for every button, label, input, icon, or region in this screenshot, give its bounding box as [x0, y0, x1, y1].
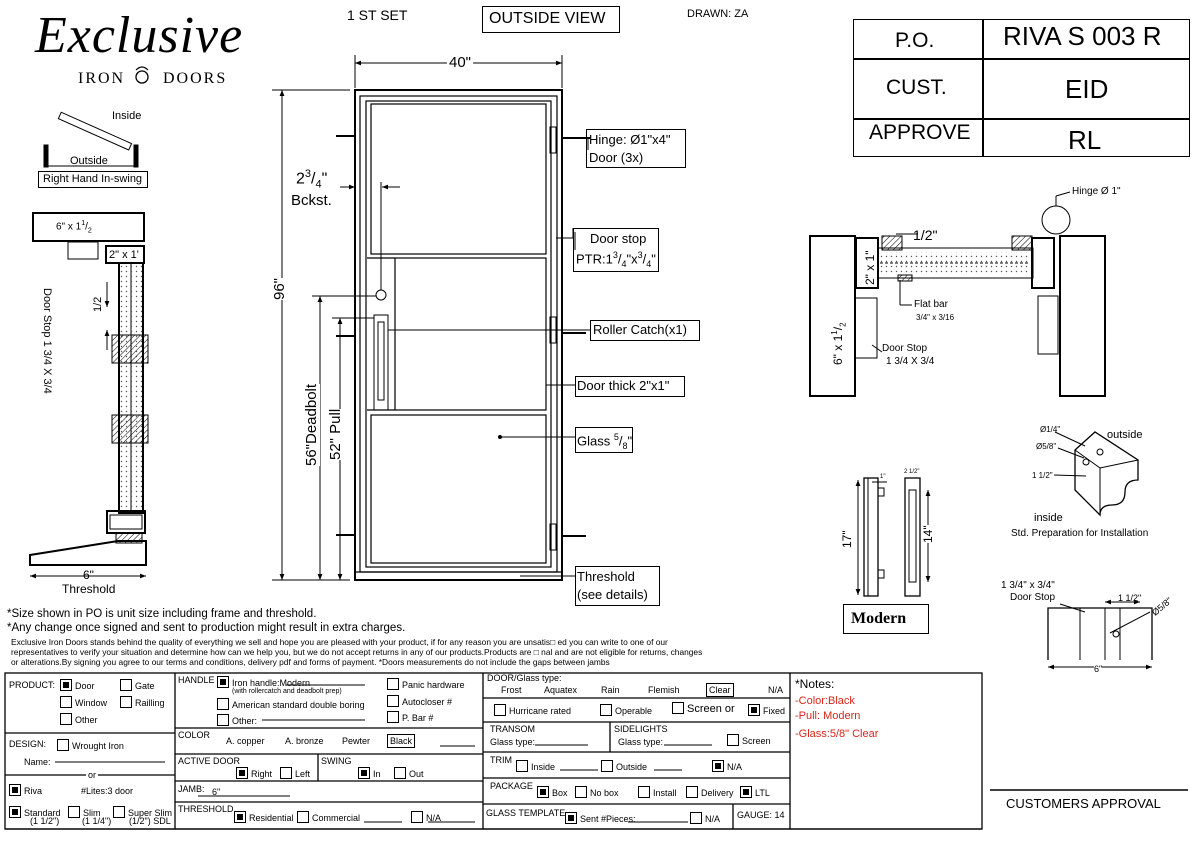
threshold-residential-check[interactable]	[234, 811, 246, 823]
design-slim-2: (1 1/4")	[82, 816, 112, 826]
note-legal-3: or alterations.By signing you agree to our terms and conditions, delivery pdf and forms of payment. *Doors measurements do not include the gaps between jambs	[11, 657, 610, 667]
swing-in-check[interactable]	[358, 767, 370, 779]
handle-autocloser-check[interactable]	[387, 695, 399, 707]
thick-callout: Door thick 2"x1"	[577, 378, 670, 393]
threshold-residential[interactable]: Residential	[234, 811, 294, 823]
screenor-option[interactable]: Screen or	[672, 702, 735, 715]
transom-label: TRANSOM	[490, 724, 535, 734]
trim-inside[interactable]: Inside	[516, 760, 555, 772]
package-delivery-check[interactable]	[686, 786, 698, 798]
logo-sub-right: DOORS	[163, 70, 228, 87]
handle-iron-value: Modern	[279, 678, 311, 688]
design-wrought-check[interactable]	[57, 739, 69, 751]
plan-flat-d2: 16	[945, 313, 955, 322]
transom-glass: Glass type:	[490, 737, 536, 747]
prep-outside: outside	[1107, 429, 1143, 441]
design-name: Name:	[24, 757, 51, 767]
section-top-den: 2	[87, 227, 92, 235]
glass-n: 5	[613, 432, 619, 442]
color-pewter[interactable]: Pewter	[342, 736, 371, 746]
template-na-check[interactable]	[690, 812, 702, 824]
swing-label: SWING	[321, 756, 352, 766]
hinge-callout-2: Door (3x)	[589, 150, 644, 165]
section-dim-frac: 1/2	[92, 296, 104, 312]
logo-sub-left: IRON	[78, 70, 126, 87]
note-legal-1: Exclusive Iron Doors stands behind the quality of everything we sell and hope you are pleased with your product, if for any reason you are unsatis□ ed you can write to one of our	[11, 637, 668, 647]
gauge-label: GAUGE: 14	[737, 810, 785, 820]
package-box[interactable]: Box	[537, 786, 568, 798]
backset-num: 3	[304, 168, 312, 180]
design-lites: #Lites:3 door	[81, 786, 134, 796]
handle-other[interactable]: Other:	[217, 714, 257, 726]
product-door[interactable]: Door	[60, 679, 95, 691]
template-label: GLASS TEMPLATE	[486, 808, 566, 818]
active-right[interactable]: Right	[236, 767, 272, 779]
pull-h17: 17"	[840, 530, 854, 548]
section-detail	[30, 213, 148, 576]
jamb-label: JAMB:	[178, 784, 205, 794]
hurricane-check[interactable]	[494, 704, 506, 716]
plan-flat-x: " x	[927, 313, 937, 322]
package-ltl-check[interactable]	[740, 786, 752, 798]
handle-other-check[interactable]	[217, 714, 229, 726]
swing-caption: Right Hand In-swing	[43, 173, 143, 185]
stopdetail-d: 1 1/2"	[1118, 593, 1142, 603]
template-na[interactable]: N/A	[690, 812, 720, 824]
product-window[interactable]: Window	[60, 696, 107, 708]
glass-callout: Glass $^5/_8$"	[577, 432, 633, 451]
sidelights-screen[interactable]: Screen	[727, 734, 771, 746]
stopdetail-w: 6"	[1094, 664, 1103, 674]
plan-side-d: 2	[838, 322, 848, 327]
design-riva-check[interactable]	[9, 784, 21, 796]
view-label: OUTSIDE VIEW	[489, 10, 606, 27]
active-right-check[interactable]	[236, 767, 248, 779]
design-superslim[interactable]: Super Slim	[113, 806, 172, 818]
glass-label: DOOR/Glass type:	[487, 673, 562, 683]
color-bronze[interactable]: A. bronze	[285, 736, 324, 746]
note-1: *Size shown in PO is unit size including frame and threshold.	[7, 608, 317, 620]
glass-rain[interactable]: Rain	[601, 685, 620, 695]
section-top-bar: 6" x $1^1/_2$	[56, 220, 92, 235]
color-black[interactable]: Black	[387, 734, 415, 748]
swing-out[interactable]: Out	[394, 767, 424, 779]
po-value: RIVA S 003 R	[1003, 21, 1162, 51]
swing-outside: Outside	[70, 155, 108, 167]
package-box-check[interactable]	[537, 786, 549, 798]
design-standard-2: (1 1/2")	[30, 816, 60, 826]
swing-out-check[interactable]	[394, 767, 406, 779]
active-label: ACTIVE DOOR	[178, 756, 241, 766]
pull-d2: 2 1/2"	[904, 469, 920, 475]
drawn-label: DRAWN: ZA	[687, 8, 749, 20]
prep-caption: Std. Preparation for Installation	[1011, 528, 1149, 539]
door-height: 96"	[271, 277, 288, 300]
plan-detail	[810, 192, 1105, 396]
stopdetail-l1: 1 3/4" x 3/4"	[1001, 580, 1055, 591]
form-note-1: -Color:Black	[795, 695, 855, 707]
handle-iron-sub: (with rollercatch and deadbolt prep)	[232, 688, 342, 695]
design-standard[interactable]: Standard	[9, 806, 61, 818]
plan-bar: 2" x 1"	[863, 250, 877, 285]
ptr-n1: 3	[612, 250, 618, 260]
package-nobox[interactable]: No box	[575, 786, 619, 798]
screenor-check[interactable]	[672, 702, 684, 714]
hinge-callout: Hinge: Ø1"x4"	[589, 132, 671, 147]
design-standard-check[interactable]	[9, 806, 21, 818]
glass-d: 8	[622, 440, 628, 451]
threshold-callout-2: (see details)	[577, 587, 648, 602]
handle-autocloser[interactable]: Autocloser #	[387, 695, 452, 707]
plan-flat-d1: 4	[922, 313, 928, 322]
pull-d1: 1"	[880, 474, 886, 480]
plan-flat-n2: 3	[938, 313, 943, 322]
glass-flemish[interactable]: Flemish	[648, 685, 680, 695]
plan-side-n: 1	[830, 330, 839, 335]
plan-side: 6" x $1^1/_2$	[830, 322, 848, 365]
customers-approval: CUSTOMERS APPROVAL	[1006, 796, 1161, 811]
plan-half: 1/2"	[913, 227, 938, 243]
product-other[interactable]: Other	[60, 713, 98, 725]
template-sent[interactable]: Sent #Pieces:	[565, 812, 636, 824]
section-dim-den: 2	[92, 296, 104, 303]
handle-panic[interactable]: Panic hardware	[387, 678, 465, 690]
trim-outside-check[interactable]	[601, 760, 613, 772]
trim-label: TRIM	[490, 755, 512, 765]
pull-dim: 52" Pull	[327, 408, 344, 460]
section-stop-label: Door Stop 1 3/4 X 3/4	[41, 288, 53, 394]
handle-american-check[interactable]	[217, 698, 229, 710]
trim-na-check[interactable]	[712, 760, 724, 772]
plan-half-mark: "	[932, 227, 938, 243]
title-divider-2	[853, 118, 1190, 120]
design-wrought[interactable]: Wrought Iron	[57, 739, 124, 751]
threshold-na[interactable]: N/A	[411, 811, 441, 823]
title-divider-1	[853, 58, 1190, 60]
backset-den: 4	[315, 178, 322, 191]
package-label: PACKAGE	[490, 781, 533, 791]
package-delivery[interactable]: Delivery	[686, 786, 734, 798]
approve-value: RL	[1068, 125, 1102, 155]
plan-flat: Flat bar	[914, 299, 948, 310]
handle-iron[interactable]: Iron handle:Modern	[217, 676, 310, 688]
prep-inside: inside	[1034, 512, 1063, 524]
threshold-commercial[interactable]: Commercial	[297, 811, 360, 823]
handle-panic-check[interactable]	[387, 678, 399, 690]
plan-stop-1: Door Stop	[882, 343, 928, 354]
prep-d112: 1 1/2"	[1032, 471, 1053, 480]
sidelights-screen-check[interactable]	[727, 734, 739, 746]
hurricane-option[interactable]: Hurricane rated	[494, 704, 571, 716]
plan-flat-size: 3/4" x 3/16	[916, 313, 955, 322]
glass-na[interactable]: N/A	[768, 685, 784, 695]
handle-label: HANDLE	[178, 675, 215, 685]
package-ltl[interactable]: LTL	[740, 786, 770, 798]
product-label: PRODUCT:	[9, 680, 56, 690]
design-or: or	[88, 770, 97, 780]
pull-style: Modern	[851, 610, 907, 627]
design-slim-check[interactable]	[68, 806, 80, 818]
stopdetail-l2: Door Stop	[1010, 592, 1056, 603]
ptr-end: "	[651, 251, 656, 267]
prep-d58: Ø5/8"	[1036, 442, 1057, 451]
stopdetail-dia: Ø5/8"	[1150, 595, 1174, 618]
po-label: P.O.	[895, 29, 935, 52]
color-copper[interactable]: A. copper	[226, 736, 265, 746]
cust-value: EID	[1065, 74, 1109, 104]
deadbolt-dim: 56"Deadbolt	[303, 383, 320, 466]
ptr-callout: $PTR:1^3/_4"x^3/_4$"	[576, 250, 656, 269]
ptr-d1: 4	[621, 258, 627, 269]
section-top-frac: 1	[81, 220, 86, 227]
fixed-option[interactable]: Fixed	[748, 704, 785, 716]
handle-iron-check[interactable]	[217, 676, 229, 688]
trim-inside-check[interactable]	[516, 760, 528, 772]
sidelights-label: SIDELIGHTS	[614, 724, 668, 734]
pull-detail-drawing	[858, 478, 928, 596]
approve-label: APPROVE	[869, 121, 971, 144]
jamb-value: 6"	[212, 787, 221, 797]
handle-pbar-check[interactable]	[387, 711, 399, 723]
title-divider-v	[982, 19, 984, 157]
plan-hinge: Hinge Ø 1"	[1072, 186, 1121, 197]
sidelights-glass: Glass type:	[618, 737, 664, 747]
door-elevation	[272, 55, 590, 580]
product-railling[interactable]: Railling	[120, 696, 165, 708]
operable-option[interactable]: Operable	[600, 704, 652, 716]
cust-label: CUST.	[886, 76, 947, 99]
product-railling-check[interactable]	[120, 696, 132, 708]
template-sent-check[interactable]	[565, 812, 577, 824]
backset-value: $2^3/_4$"	[296, 168, 328, 191]
glass-clear[interactable]: Clear	[706, 683, 734, 697]
product-gate[interactable]: Gate	[120, 679, 155, 691]
threshold-callout: Threshold	[577, 569, 635, 584]
threshold-commercial-check[interactable]	[297, 811, 309, 823]
prep-drawing	[1054, 432, 1138, 515]
glass-frost[interactable]: Frost	[501, 685, 522, 695]
logo-wordmark: Exclusive	[35, 7, 244, 64]
threshold-label: THRESHOLD	[178, 804, 234, 814]
threshold-na-check[interactable]	[411, 811, 423, 823]
stop-callout: Door stop	[590, 231, 647, 246]
active-left-check[interactable]	[280, 767, 292, 779]
product-gate-check[interactable]	[120, 679, 132, 691]
glass-aquatex[interactable]: Aquatex	[544, 685, 578, 695]
note-legal-2: representatives to verify your situation and determine how can we help you, but we do not accept returns in any of our products.Products are □ nal and are not eligible for returns, changes	[11, 647, 703, 657]
form-notes-label: *Notes:	[795, 677, 835, 691]
backset-label: Bckst.	[291, 192, 332, 209]
plan-half-den: 2	[924, 227, 933, 243]
product-other-check[interactable]	[60, 713, 72, 725]
logo-emblem	[136, 67, 148, 83]
door-width: 40"	[449, 54, 472, 71]
form-note-2: -Pull: Modern	[795, 710, 861, 722]
handle-pbar[interactable]: P. Bar #	[387, 711, 433, 723]
design-riva[interactable]: Riva	[9, 784, 42, 796]
ptr-x: "x	[626, 251, 638, 267]
design-superslim-check[interactable]	[113, 806, 125, 818]
note-2: *Any change once signed and sent to production might result in extra charges.	[7, 622, 406, 634]
package-install-check[interactable]	[638, 786, 650, 798]
plan-stop-2: 1 3/4 X 3/4	[886, 356, 935, 367]
package-install[interactable]: Install	[638, 786, 677, 798]
fixed-check[interactable]	[748, 704, 760, 716]
section-bar2: 2" x 1'	[109, 249, 139, 261]
form-note-3: -Glass:5/8" Clear	[795, 728, 879, 740]
product-window-check[interactable]	[60, 696, 72, 708]
design-label: DESIGN:	[9, 739, 47, 749]
roller-callout: Roller Catch(x1)	[593, 322, 687, 337]
handle-american[interactable]: American standard double boring	[217, 698, 365, 710]
swing-in[interactable]: In	[358, 767, 381, 779]
active-left[interactable]: Left	[280, 767, 310, 779]
ptr-d2: 4	[646, 258, 652, 269]
product-door-check[interactable]	[60, 679, 72, 691]
section-threshold: Threshold	[62, 582, 116, 596]
glass-end: "	[627, 433, 633, 449]
trim-na[interactable]: N/A	[712, 760, 742, 772]
backset-mark: "	[321, 170, 328, 188]
design-slim[interactable]: Slim	[68, 806, 101, 818]
prep-d14: Ø1/4"	[1040, 425, 1061, 434]
operable-check[interactable]	[600, 704, 612, 716]
set-label: 1 ST SET	[347, 7, 408, 23]
trim-outside[interactable]: Outside	[601, 760, 647, 772]
color-label: COLOR	[178, 730, 211, 740]
pull-h14: 14"	[921, 525, 935, 543]
package-nobox-check[interactable]	[575, 786, 587, 798]
stopdetail-drawing	[1048, 602, 1152, 667]
design-superslim-2: (1/2") SDL	[129, 816, 171, 826]
ptr-n2: 3	[637, 250, 643, 260]
swing-inside: Inside	[112, 110, 142, 122]
section-threshold-w: 6"	[83, 568, 94, 582]
